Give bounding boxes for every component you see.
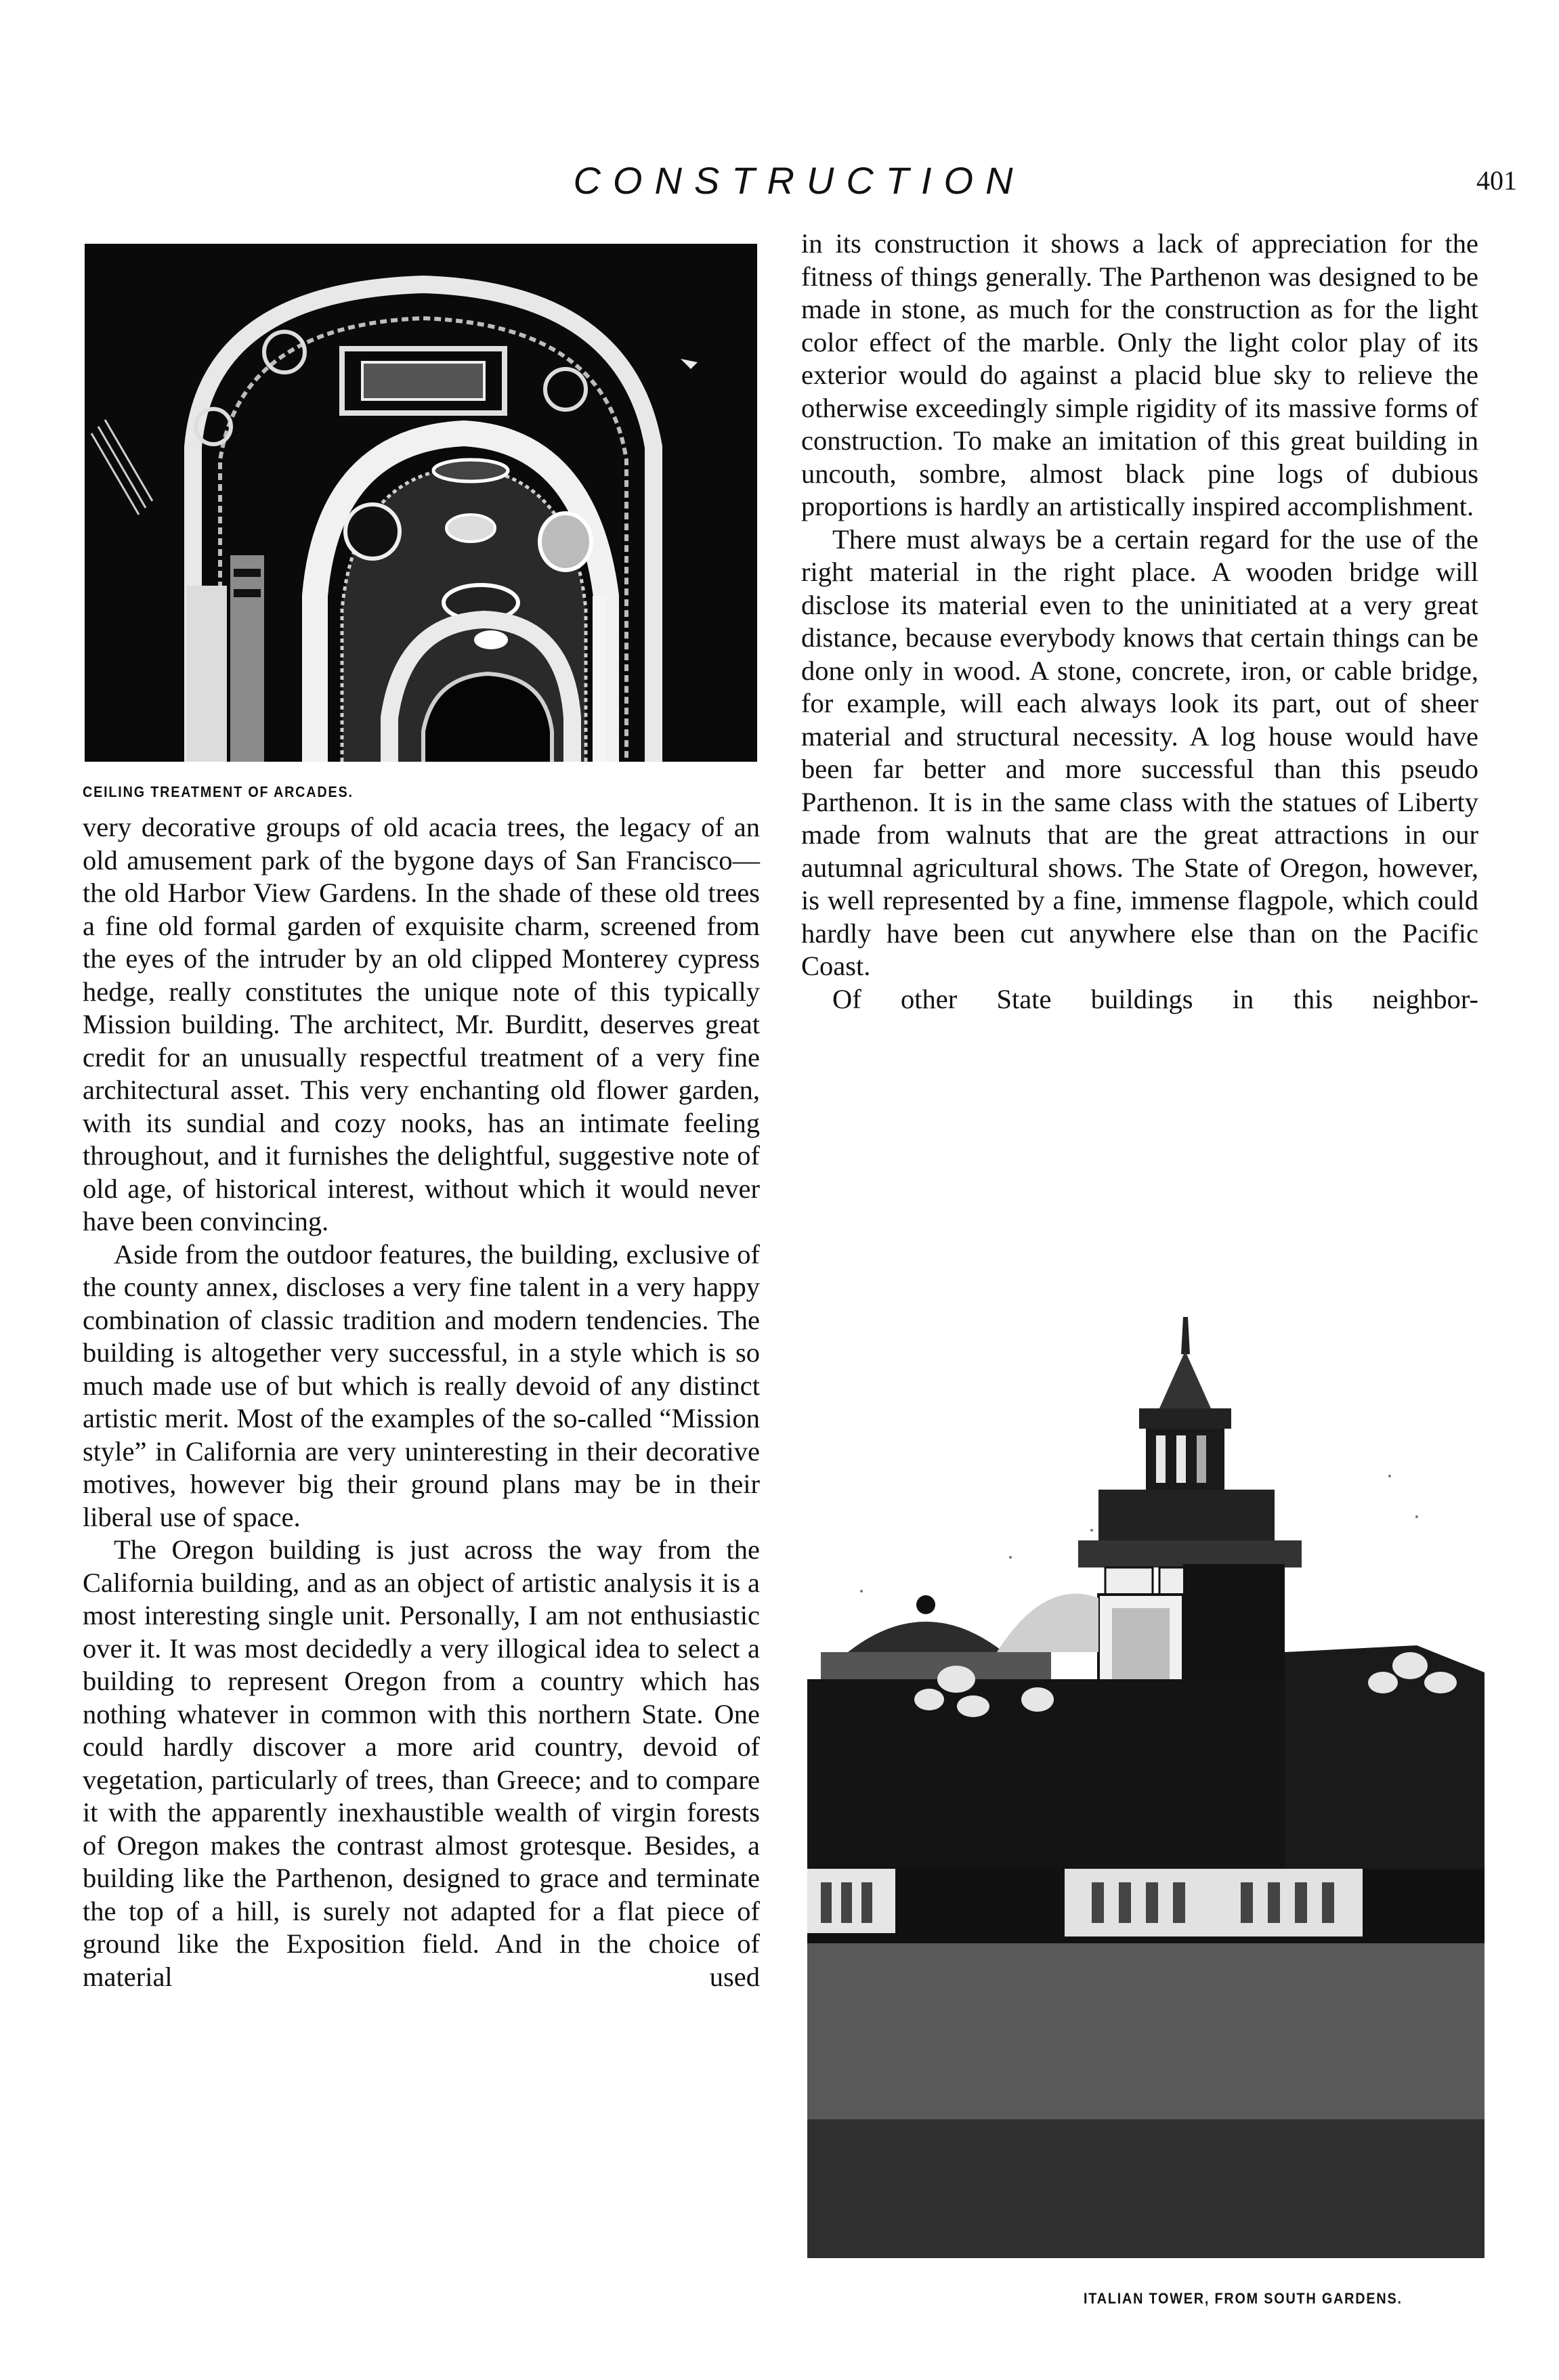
- figure-caption-tower: ITALIAN TOWER, FROM SOUTH GARDENS.: [1084, 2290, 1403, 2307]
- paragraph: There must always be a certain regard for the use of the right material in the right place. A wooden bridge will disclose its material even to the uninitiated at a very great distance, because everybody knows that certain things can be done only in wood. A stone, concrete, iron, or cable bridge, for example, will each always look its part, out of sheer material and structural necessity. A log house would have been far better and more successful than this pseudo Parthenon. It is in the same class with the statues of Liberty made from walnuts that are the great attractions in our autumnal agricultural shows. The State of Oregon, however, is well represented by a fine, immense flagpole, which could hardly have been cut anywhere else than on the Pacific Coast.: [801, 523, 1478, 981]
- paragraph: Of other State buildings in this neighbor-: [832, 983, 1478, 1014]
- page-number: 401: [1476, 165, 1517, 196]
- paragraph: Aside from the outdoor features, the building, exclusive of the county annex, discloses a very fine talent in a very happy combination of classic tradition and modern tendencies. The building is altogether very successful, in a style which is so much made use of but which is really devoid of any distinct artistic merit. Most of the examples of the so-called “Mission style” in California are very uninteresting in their decorative motives, however big their ground plans may be in their liberal use of space.: [83, 1238, 760, 1532]
- tower-photo: [807, 1273, 1485, 2258]
- figure-italian-tower: [807, 1273, 1485, 2258]
- ceiling-photo: [85, 244, 757, 762]
- paragraph: The Oregon building is just across the way from the California building, and as an object of artistic analysis it is a most interesting single unit. Personally, I am not enthusiastic over it. It was most decidedly a very illogical idea to select a building to represent Oregon from a country which has nothing whatever in common with this northern State. One could hardly discover a more arid country, devoid of vegetation, particularly of trees, than Greece; and to compare it with the apparently inexhaustible wealth of virgin forests of Oregon makes the contrast almost grotesque. Besides, a building like the Parthenon, designed to grace and terminate the top of a hill, is surely not adapted for a flat piece of ground like the Exposition field. And in the choice of material used: [83, 1534, 760, 1992]
- figure-ceiling-arcades: [85, 244, 757, 762]
- right-column: [801, 228, 1478, 1016]
- running-title: CONSTRUCTION: [573, 159, 1025, 202]
- paragraph: in its construction it shows a lack of appreciation for the fitness of things generally. The Parthenon was designed to be made in stone, as much for the construction as for the light color effect of the marble. Only the light color play of its exterior would do against a placid blue sky to relieve the otherwise exceedingly simple rigidity of its massive forms of construction. To make an imitation of this great building in uncouth, sombre, almost black pine logs of dubious proportions is hardly an artistically inspired accomplishment.: [801, 228, 1478, 521]
- paragraph: very decorative groups of old acacia trees, the legacy of an old amusement park of the bygone days of San Francisco—the old Harbor View Gardens. In the shade of these old trees a fine old formal garden of exquisite charm, screened from the eyes of the intruder by an old clipped Monterey cypress hedge, really constitutes the unique note of this typically Mission building. The architect, Mr. Burditt, deserves great credit for an unusually respectful treatment of a very fine architectural asset. This very enchanting old flower garden, with its sundial and cozy nooks, has an intimate feeling throughout, and it furnishes the delightful, suggestive note of old age, of historical interest, without which it would never have been convincing.: [83, 812, 760, 1236]
- left-column: [83, 811, 760, 1993]
- figure-caption-ceiling: CEILING TREATMENT OF ARCADES.: [83, 783, 354, 800]
- running-head: [0, 157, 1559, 204]
